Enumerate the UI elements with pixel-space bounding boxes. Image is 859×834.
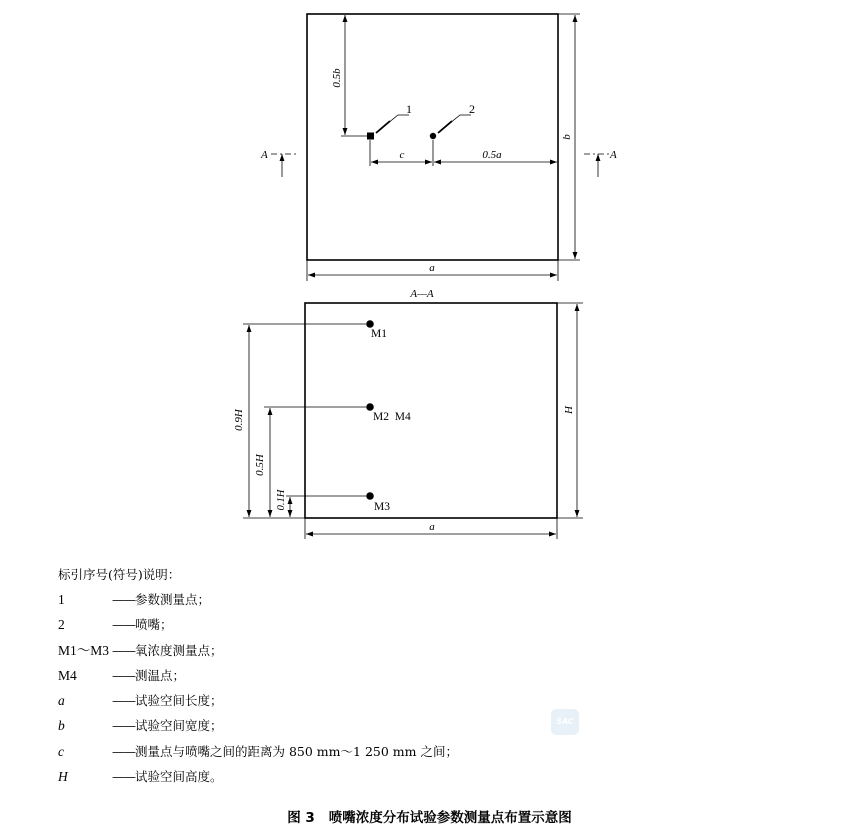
legend-dash: ——	[112, 718, 135, 734]
legend-symbol: M1～M3	[58, 642, 110, 658]
legend-item	[58, 768, 458, 793]
section-label-left: A	[261, 149, 268, 161]
section-title: A—A	[410, 288, 434, 300]
legend-description: 测温点；	[135, 667, 186, 683]
legend-dash: ——	[112, 667, 135, 683]
dim-a-label-top: a	[429, 262, 435, 274]
point-m2-marker	[366, 403, 374, 411]
callout-2-leader-arrow	[438, 121, 452, 133]
legend-dash: ——	[112, 743, 135, 759]
legend-item	[58, 667, 458, 692]
legend-description: 氧浓度测量点；	[135, 642, 223, 658]
legend-description: 试验空间长度；	[135, 693, 223, 709]
dim-01H-label: 0.1H	[276, 489, 287, 511]
section-label-right: A	[610, 149, 617, 161]
dim-half-a-label: 0.5a	[482, 149, 502, 161]
nozzle-2-marker	[430, 133, 436, 139]
legend-dash: ——	[112, 592, 135, 607]
section-marker-right	[584, 149, 617, 177]
section-marker-left	[260, 149, 298, 177]
legend-item	[58, 717, 458, 742]
callout-1-leader	[377, 115, 409, 132]
dim-b-label: b	[561, 134, 573, 140]
dim-c-label: c	[399, 149, 405, 161]
legend-item	[58, 616, 458, 641]
dim-09H-label: 0.9H	[233, 409, 245, 431]
figure-caption	[0, 806, 859, 826]
legend-description: 参数测量点；	[135, 592, 211, 607]
top-view	[260, 14, 617, 281]
sac-watermark: SAC	[551, 709, 579, 735]
dim-H-label: H	[563, 406, 575, 414]
point-m3-marker	[366, 492, 374, 500]
dim-half-b-label: 0.5b	[331, 68, 343, 88]
legend-dash: ——	[112, 769, 135, 785]
legend-symbol: 2	[58, 617, 65, 633]
dim-05H-label: 0.5H	[254, 454, 266, 476]
point-m1-label: M1	[371, 328, 387, 340]
legend-item	[58, 743, 458, 768]
legend-symbol: M4	[58, 667, 77, 683]
legend-symbol: a	[58, 693, 65, 709]
legend-item	[58, 642, 458, 667]
legend-title: 标引序号(符号)说明：	[58, 567, 181, 582]
legend-symbol: 1	[58, 592, 65, 607]
legend-symbol: H	[58, 769, 68, 785]
point-m2-m4-label: M2 M4	[373, 411, 411, 423]
dim-a-label-bottom: a	[429, 521, 435, 533]
legend-description: 试验空间高度。	[135, 769, 223, 785]
legend	[58, 566, 458, 793]
legend-item	[58, 591, 458, 616]
legend-description: 测量点与喷嘴之间的距离为 850 mm～1 250 mm 之间；	[135, 743, 458, 759]
legend-description: 喷嘴；	[135, 617, 173, 633]
caption-number: 图 3	[287, 810, 315, 826]
legend-dash: ——	[112, 642, 135, 658]
legend-symbol: b	[58, 718, 65, 734]
legend-dash: ——	[112, 617, 135, 633]
legend-dash: ——	[112, 693, 135, 709]
legend-item	[58, 692, 458, 717]
caption-text: 喷嘴浓度分布试验参数测量点布置示意图	[328, 810, 572, 826]
legend-symbol: c	[58, 743, 64, 759]
point-m3-label: M3	[374, 501, 390, 513]
point-m1-marker	[366, 320, 374, 328]
callout-2-leader	[439, 115, 471, 132]
callout-1-leader-arrow	[376, 121, 390, 133]
section-room-outline	[305, 303, 557, 518]
measurement-point-1-marker	[367, 133, 374, 140]
section-view	[233, 288, 583, 539]
legend-description: 试验空间宽度；	[135, 718, 223, 734]
callout-1-label: 1	[406, 102, 412, 116]
callout-2-label: 2	[469, 102, 475, 116]
legend-rows	[58, 591, 458, 793]
